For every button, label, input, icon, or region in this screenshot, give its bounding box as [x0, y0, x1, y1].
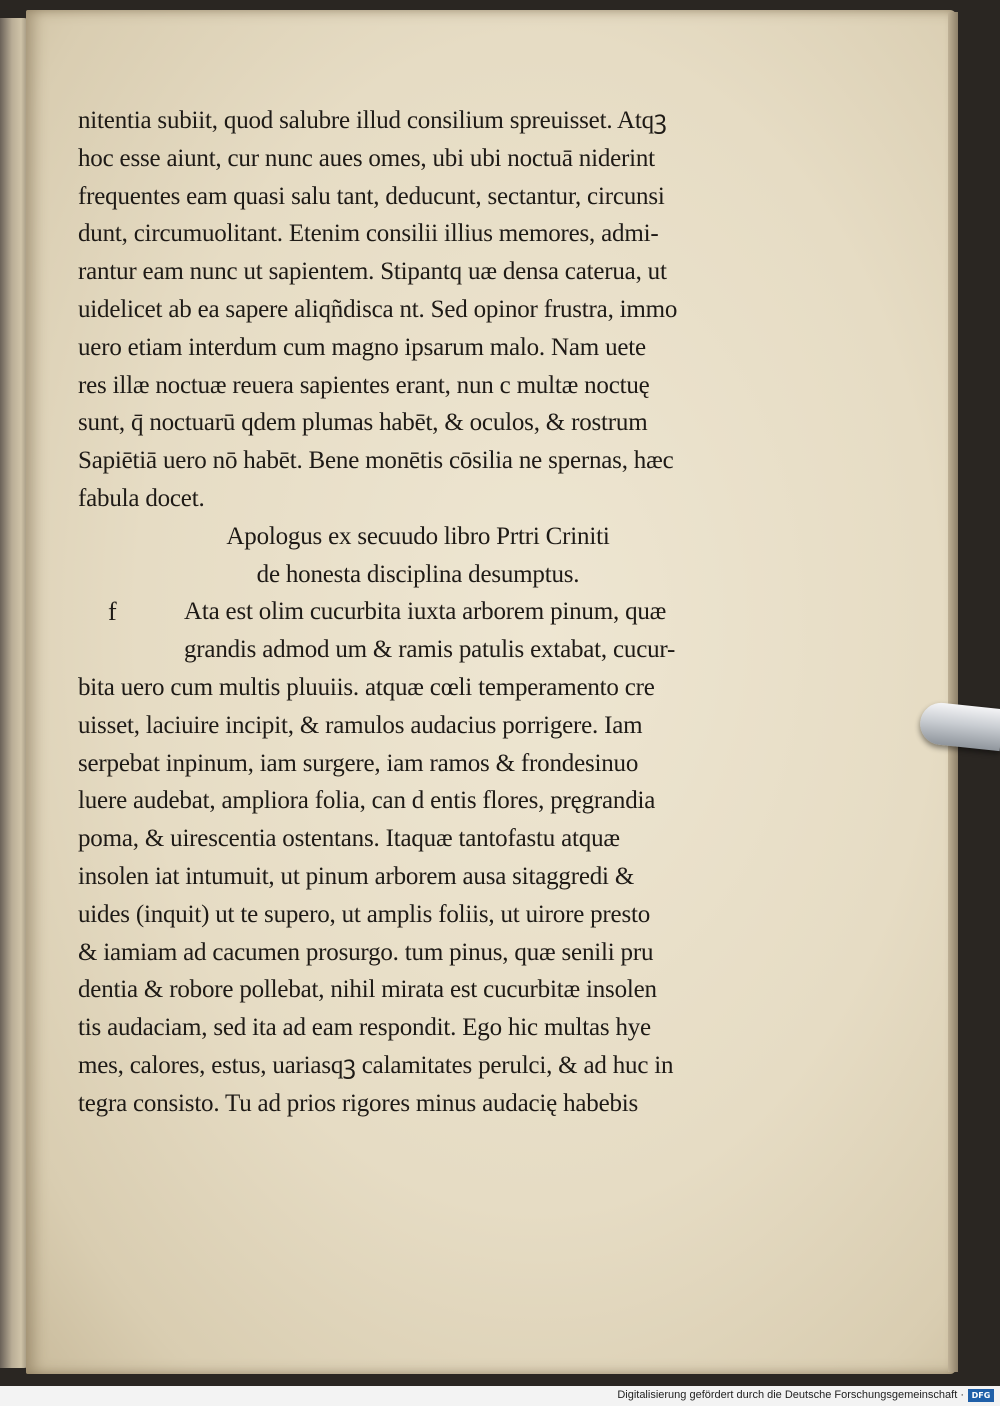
dfg-logo: DFG: [968, 1389, 994, 1402]
page-right-edge: [948, 12, 958, 1372]
section-heading: de honesta disciplina desumptus.: [256, 560, 580, 588]
text-line: & iamiam ad cacumen prosurgo. tum pinus, quæ senili pru: [78, 938, 654, 966]
text-line: luere audebat, ampliora folia, can d entis flores, pręgrandia: [78, 787, 656, 815]
text-line: tis audaciam, sed ita ad eam respondit. Ego hic multas hye: [78, 1014, 651, 1042]
text-line-content: Ata est olim cucurbita iuxta arborem pinum, quæ: [184, 598, 667, 626]
initial-letter: f: [108, 597, 117, 627]
text-line: sunt, q̄ noctuarū qdem plumas habēt, & oculos, & rostrum: [78, 409, 648, 437]
text-line: frequentes eam quasi salu tant, deducunt, sectantur, circunsi: [78, 182, 665, 210]
page-text: [78, 102, 758, 1123]
text-line: res illæ noctuæ reuera sapientes erant, nun c multæ noctuę: [78, 371, 650, 399]
text-line: uero etiam interdum cum magno ipsarum malo. Nam uete: [78, 333, 646, 361]
text-line: dunt, circumuolitant. Etenim consilii illius memores, admi-: [78, 220, 659, 248]
text-line: insolen iat intumuit, ut pinum arborem ausa sitaggredi &: [78, 862, 635, 890]
text-line: tegra consisto. Tu ad prios rigores minus audacię habebis: [78, 1089, 639, 1117]
text-line: poma, & uirescentia ostentans. Itaquæ tantofastu atquæ: [78, 825, 620, 853]
text-line: serpebat inpinum, iam surgere, iam ramos & frondesinuo: [78, 749, 639, 777]
section-heading: Apologus ex secuudo libro Prtri Criniti: [226, 522, 610, 550]
funding-credit: Digitalisierung gefördert durch die Deutsche Forschungsgemeinschaft ·: [617, 1389, 964, 1401]
text-line: Sapiētiā uero nō habēt. Bene monētis cōsilia ne spernas, hæc: [78, 447, 674, 475]
text-line: dentia & robore pollebat, nihil mirata est cucurbitæ insolen: [78, 976, 657, 1004]
text-line: fabula docet.: [78, 484, 205, 512]
text-line: rantur eam nunc ut sapientem. Stipantq uæ densa caterua, ut: [78, 258, 667, 286]
text-line-content: grandis admod um & ramis patulis extabat, cucur-: [184, 636, 676, 664]
text-line: [78, 631, 758, 669]
text-line: hoc esse aiunt, cur nunc aues omes, ubi ubi noctuā niderint: [78, 144, 655, 172]
text-line: uidelicet ab ea sapere aliqñdisca nt. Sed opinor frustra, immo: [78, 295, 678, 323]
text-line: mes, calores, estus, uariasqꝫ calamitates perulci, & ad huc in: [78, 1051, 674, 1079]
text-line: nitentia subiit, quod salubre illud consilium spreuisset. Atqꝫ: [78, 107, 667, 134]
text-line: uisset, laciuire incipit, & ramulos audacius porrigere. Iam: [78, 711, 643, 739]
text-line: uides (inquit) ut te supero, ut amplis foliis, ut uirore presto: [78, 900, 651, 928]
text-line: bita uero cum multis pluuiis. atquæ cœli temperamento cre: [78, 673, 655, 701]
text-line: [78, 593, 758, 631]
